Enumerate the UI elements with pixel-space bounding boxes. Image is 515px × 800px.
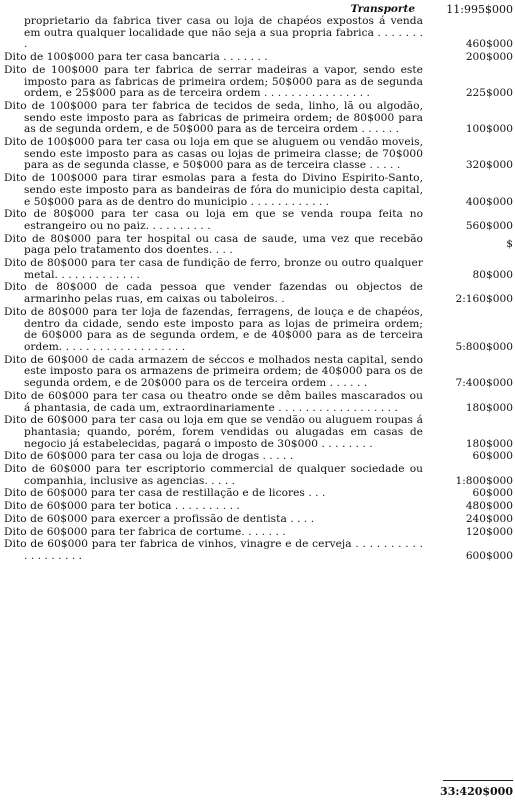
entry-amount: 480$000 xyxy=(465,500,513,513)
tax-entry xyxy=(0,234,515,257)
tax-entry xyxy=(0,527,515,539)
entry-text: Dito de 60$000 para exercer a profissão de dentista . . . . xyxy=(4,512,315,525)
tax-entry xyxy=(0,258,515,281)
entry-text: Dito de 100$000 para ter casa ou loja em que se aluguem ou vendão moveis, sendo este imposto para as casas ou lojas de primeira classe; de 70$000 para as de segunda classe, e 50$000 para as de terceira classe . . . . . xyxy=(4,136,423,172)
entry-text: Dito de 60$000 para ter botica . . . . . . . . . . xyxy=(4,500,240,513)
entry-amount: 5:800$000 xyxy=(455,340,513,353)
transporte-label: Transporte xyxy=(350,3,415,15)
entry-amount: 560$000 xyxy=(465,219,513,232)
entry-text: Dito de 100$000 para ter casa bancaria . . . . . . . xyxy=(4,51,268,64)
tax-entry xyxy=(0,464,515,487)
tax-entry xyxy=(0,282,515,305)
entry-amount: 100$000 xyxy=(465,123,513,136)
entry-text: Dito de 80$000 para ter casa ou loja em que se venda roupa feita no estrangeiro ou no paiz. . . . . . . . . . xyxy=(4,208,423,232)
transporte-amount: 11:995$000 xyxy=(446,3,513,16)
tax-entry xyxy=(0,488,515,500)
entry-text: Dito de 100$000 para tirar esmolas para a festa do Divino Espirito-Santo, sendo este imposto para as bandeiras de fóra do municipio desta capital, e 50$000 para as de dentro do municipio . . . . . . . . . . . . xyxy=(4,172,423,208)
total-rule xyxy=(443,780,513,781)
tax-entry xyxy=(0,539,515,562)
entry-amount: 240$000 xyxy=(465,512,513,525)
tax-entry xyxy=(0,101,515,136)
tax-entry xyxy=(0,391,515,414)
tax-entry xyxy=(0,65,515,100)
tax-entries-list xyxy=(0,16,515,564)
tax-entry xyxy=(0,173,515,208)
entry-amount: 225$000 xyxy=(465,87,513,100)
entry-text: Dito de 100$000 para ter fabrica de tecidos de seda, linho, lã ou algodão, sendo este imposto para as fabricas de primeira ordem; de 80$000 para as de segunda ordem, e de 50$000 para as de terceira ordem . . . . . . xyxy=(4,99,423,136)
entry-amount: 400$000 xyxy=(465,195,513,208)
tax-entry xyxy=(0,451,515,463)
tax-entry xyxy=(0,355,515,390)
entry-text: Dito de 60$000 para ter escriptorio commercial de qualquer sociedade ou companhia, inclusive as agencias. . . . . xyxy=(4,463,423,487)
entry-text: Dito de 60$000 para ter casa ou loja de drogas . . . . . xyxy=(4,450,294,463)
entry-amount: 320$000 xyxy=(465,159,513,172)
tax-entry xyxy=(0,415,515,450)
entry-text: Dito de 60$000 para ter fabrica de cortume. . . . . . . xyxy=(4,525,286,538)
entry-amount: $ xyxy=(506,238,513,251)
entry-text: proprietario da fabrica tiver casa ou loja de chapéos expostos á venda em outra qualquer localidade que não seja a sua propria fabrica . . . . . . . . xyxy=(24,15,423,51)
tax-entry xyxy=(0,209,515,232)
entry-amount: 200$000 xyxy=(465,51,513,64)
entry-text: Dito de 60$000 para ter casa de restillação e de licores . . . xyxy=(4,487,326,500)
entry-text: Dito de 80$000 para ter hospital ou casa de saude, uma vez que recebão paga pelo tratamento dos doentes. . . . xyxy=(4,232,423,257)
entry-text: Dito de 80$000 de cada pessoa que vender fazendas ou objectos de armarinho pelas ruas, em caixas ou taboleiros. . xyxy=(4,281,423,306)
tax-entry xyxy=(0,501,515,513)
entry-amount: 460$000 xyxy=(465,38,513,51)
tax-entry xyxy=(0,52,515,64)
entry-text: Dito de 60$000 para ter casa ou loja em que se vendão ou aluguem roupas á phantasia; quando, porém, forem vendidas ou alugadas em casas de negocio já estabelecidas, pagará o imposto de 30$000 . . . . . . . . xyxy=(4,414,423,450)
entry-amount: 7:400$000 xyxy=(455,377,513,390)
tax-entry xyxy=(0,307,515,354)
entry-text: Dito de 60$000 para ter fabrica de vinhos, vinagre e de cerveja . . . . . . . . . . . . . . . . . . . xyxy=(4,538,423,562)
entry-text: Dito de 60$000 para ter casa ou theatro onde se dêm bailes mascarados ou á phantasia, de cada um, extraordinariamente . . . . . . . . . . . . . . . . . . xyxy=(4,389,423,414)
entry-amount: 600$000 xyxy=(465,549,513,562)
entry-amount: 1:800$000 xyxy=(455,474,513,487)
entry-amount: 2:160$000 xyxy=(455,293,513,306)
entry-text: Dito de 80$000 para ter loja de fazendas, ferragens, de louça e de chapéos, dentro da cidade, sendo este imposto para as lojas de primeira ordem; de 60$000 para as de segunda ordem, e de 40$000 para as de terceira ordem. . . . . . . . . . . . . . . . . . . xyxy=(4,305,423,353)
entry-amount: 180$000 xyxy=(465,401,513,414)
entry-text: Dito de 80$000 para ter casa de fundição de ferro, bronze ou outro qualquer metal. . . . . . . . . . . . . xyxy=(4,257,423,281)
entry-text: Dito de 100$000 para ter fabrica de serrar madeiras a vapor, sendo este imposto para as fabricas de primeira ordem; 50$000 para as de segunda ordem, e 25$000 para as de terceira ordem . . . . . . . . . . . . . . . . xyxy=(4,63,423,100)
entry-amount: 180$000 xyxy=(465,437,513,450)
entry-amount: 120$000 xyxy=(465,525,513,538)
tax-entry xyxy=(0,137,515,172)
entry-amount: 60$000 xyxy=(472,487,513,500)
tax-entry xyxy=(0,16,515,51)
entry-amount: 60$000 xyxy=(472,450,513,463)
entry-text: Dito de 60$000 de cada armazem de séccos e molhados nesta capital, sendo este imposto para os armazens de primeira ordem; de 40$000 para os de segunda ordem, e de 20$000 para os de terceira ordem . . . . . . xyxy=(4,353,423,390)
entry-amount: 80$000 xyxy=(472,268,513,281)
tax-entry xyxy=(0,514,515,526)
total-amount: 33:420$000 xyxy=(440,785,513,798)
